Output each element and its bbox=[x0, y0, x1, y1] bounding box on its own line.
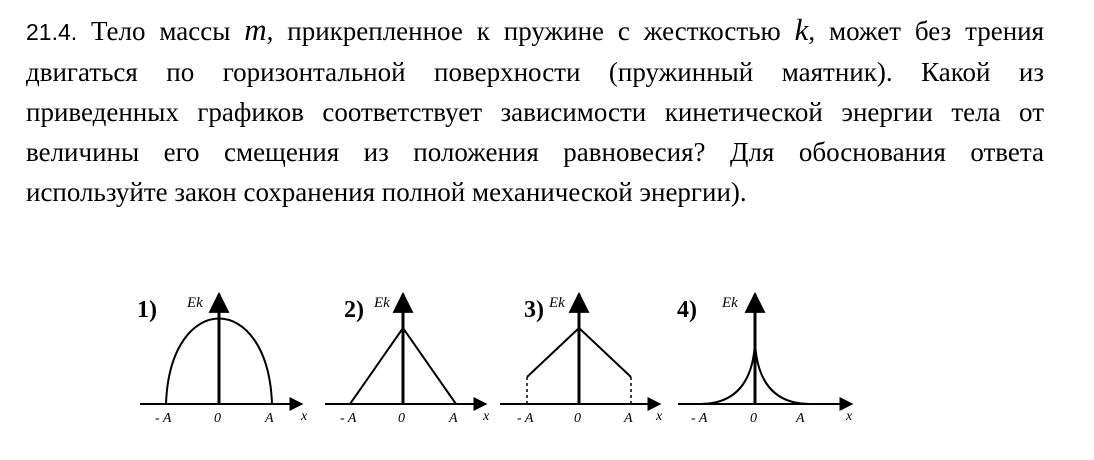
x-tick-a: A bbox=[624, 411, 633, 426]
y-axis-label: Ek bbox=[374, 295, 390, 311]
x-tick-minus-a: - A bbox=[155, 411, 172, 426]
x-axis-label: x bbox=[656, 409, 663, 424]
x-axis-label: x bbox=[846, 409, 853, 424]
answer-graphs bbox=[0, 280, 1094, 440]
x-tick-zero: 0 bbox=[214, 411, 221, 426]
graph-3 bbox=[500, 294, 663, 426]
problem-number: 21.4. bbox=[26, 19, 78, 45]
y-axis-label: Ek bbox=[549, 295, 565, 311]
graphs-svg bbox=[0, 280, 1094, 440]
problem-part3: , может без трения двигаться по горизонтальной поверхности (пружинный маятник). Какой из приведенных графиков соответствует зависимости кинетической энергии тела от величины его смещения из положения равновесия? Для обоснования ответа используйте закон сохранения полной механической энергии). bbox=[26, 16, 1045, 207]
x-tick-zero: 0 bbox=[750, 411, 757, 426]
graph-4 bbox=[677, 294, 853, 426]
x-tick-minus-a: - A bbox=[691, 411, 708, 426]
problem-part1: Тело массы bbox=[91, 16, 231, 46]
graph-label: 3) bbox=[524, 297, 544, 323]
graph-label: 1) bbox=[137, 297, 157, 323]
x-tick-minus-a: - A bbox=[517, 411, 534, 426]
x-tick-zero: 0 bbox=[398, 411, 405, 426]
variable-k: k bbox=[794, 12, 809, 47]
x-axis-label: x bbox=[301, 409, 308, 424]
graph-1 bbox=[137, 294, 308, 426]
graph-2 bbox=[325, 294, 490, 426]
x-tick-a: A bbox=[796, 411, 805, 426]
x-axis-label: x bbox=[483, 409, 490, 424]
problem-text bbox=[26, 10, 1044, 212]
variable-m: m bbox=[244, 12, 267, 47]
y-axis-label: Ek bbox=[722, 295, 738, 311]
x-tick-a: A bbox=[265, 411, 274, 426]
x-tick-a: A bbox=[449, 411, 458, 426]
problem-part2: , прикрепленное к пружине с жесткостью bbox=[266, 16, 781, 46]
y-axis-label: Ek bbox=[187, 295, 203, 311]
x-tick-minus-a: - A bbox=[340, 411, 357, 426]
graph-label: 2) bbox=[344, 297, 364, 323]
x-tick-zero: 0 bbox=[574, 411, 581, 426]
graph-label: 4) bbox=[677, 297, 697, 323]
